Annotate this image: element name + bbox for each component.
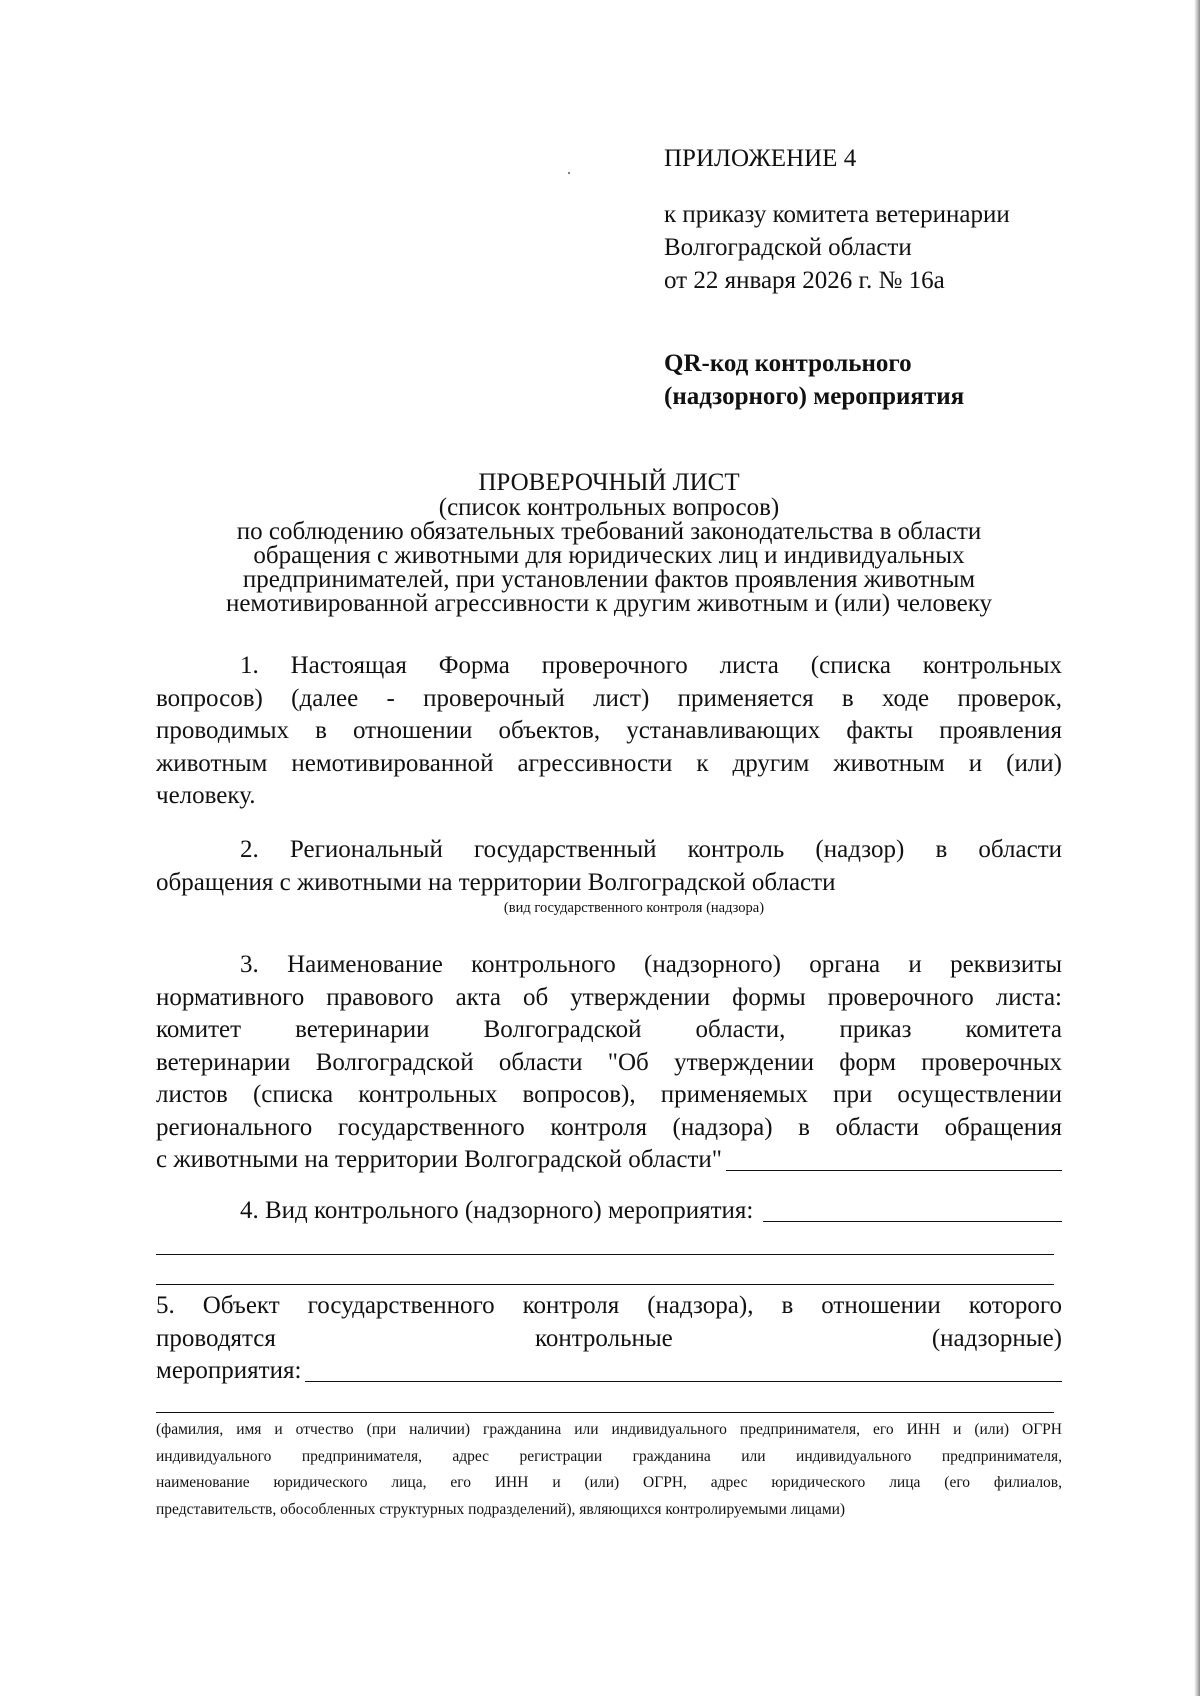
annex-line: от 22 января 2026 г. № 16а [664, 267, 945, 294]
paragraph-line: мероприятия: [156, 1357, 302, 1384]
title-line: немотивированной агрессивности к другим животным и (или) человеку [225, 590, 993, 617]
paragraph-line: человеку. [156, 782, 256, 809]
document-title [156, 470, 1062, 616]
paragraph-line: вопросов) (далее - проверочный лист) применяется в ходе проверок, [156, 684, 1062, 712]
paragraph-line: 2. Региональный государственный контроль (надзор) в области [240, 836, 1062, 863]
annex-header [664, 142, 1010, 297]
title-main: ПРОВЕРОЧНЫЙ ЛИСТ [478, 469, 740, 496]
paragraph-line-with-blank [156, 1144, 1062, 1177]
paragraph-line: комитет ветеринарии Волгоградской области, приказ комитета [156, 1016, 1062, 1043]
paragraph-line: 1. Настоящая Форма проверочного листа (списка контрольных [240, 652, 1062, 679]
paragraph-line: обращения с животными на территории Волгоградской области [156, 868, 836, 896]
paragraph-line: 4. Вид контрольного (надзорного) мероприятия: [240, 1197, 754, 1224]
paragraph-line: проводимых в отношении объектов, устанавливающих факты проявления [156, 717, 1062, 744]
scan-speck [568, 172, 570, 174]
title-line: по соблюдению обязательных требований законодательства в области [236, 518, 982, 545]
paragraph-1 [156, 650, 1062, 813]
paragraph-4 [156, 1195, 1062, 1228]
annex-heading: ПРИЛОЖЕНИЕ 4 [664, 145, 857, 172]
separator-line [156, 1284, 1054, 1285]
paragraph-line: животным немотивированной агрессивности к другим животным и (или) [156, 749, 1062, 777]
annex-line: к приказу комитета ветеринарии [664, 201, 1010, 228]
paragraph-line: ветеринарии Волгоградской области "Об утверждении форм проверочных [156, 1048, 1062, 1076]
blank-line [305, 1355, 1062, 1382]
footnote-line: (фамилия, имя и отчество (при наличии) гражданина или индивидуального предпринимателя, его ИНН и (или) ОГРН [156, 1421, 1062, 1438]
paragraph-line-with-blank [156, 1195, 1062, 1228]
paragraph-3 [156, 949, 1062, 1177]
footnote-line: наименование юридического лица, его ИНН и (или) ОГРН, адрес юридического лица (его филиалов, [156, 1474, 1062, 1491]
qr-label-line: (надзорного) мероприятия [664, 383, 965, 410]
footnote-line: индивидуального предпринимателя, адрес регистрации гражданина или индивидуального предпринимателя, [156, 1447, 1062, 1465]
footnote-line: представительств, обособленных структурных подразделений), являющихся контролируемыми лицами) [156, 1500, 846, 1518]
paragraph-line-with-blank [156, 1355, 1062, 1388]
title-line: предпринимателей, при установлении фактов проявления животным [242, 566, 976, 593]
paragraph-5 [156, 1290, 1062, 1388]
paragraph-line: листов (списка контрольных вопросов), применяемых при осуществлении [156, 1081, 1062, 1108]
blank-line [763, 1195, 1062, 1222]
title-line: обращения с животными для юридических лиц и индивидуальных [253, 542, 965, 569]
paragraph-line: 5. Объект государственного контроля (надзора), в отношении которого [156, 1292, 1062, 1319]
qr-label-line: QR-код контрольного [664, 350, 912, 377]
paragraph-line: с животными на территории Волгоградской области" [156, 1146, 722, 1173]
control-type-caption: (вид государственного контроля (надзора) [503, 900, 765, 916]
object-footnote [156, 1417, 1062, 1523]
paragraph-line: нормативного правового акта об утверждении формы проверочного листа: [156, 983, 1062, 1011]
title-line: (список контрольных вопросов) [438, 494, 780, 521]
blank-line [156, 1412, 1054, 1413]
blank-line [156, 1254, 1054, 1255]
qr-code-label [664, 347, 964, 413]
blank-line [726, 1144, 1062, 1171]
paragraph-line: регионального государственного контроля (надзора) в области обращения [156, 1113, 1062, 1141]
paragraph-2 [156, 834, 1062, 899]
paragraph-line: проводятся контрольные (надзорные) [156, 1324, 1062, 1352]
page-edge-shadow [1194, 0, 1200, 1696]
annex-line: Волгоградской области [664, 234, 912, 261]
paragraph-line: 3. Наименование контрольного (надзорного) органа и реквизиты [240, 951, 1062, 978]
